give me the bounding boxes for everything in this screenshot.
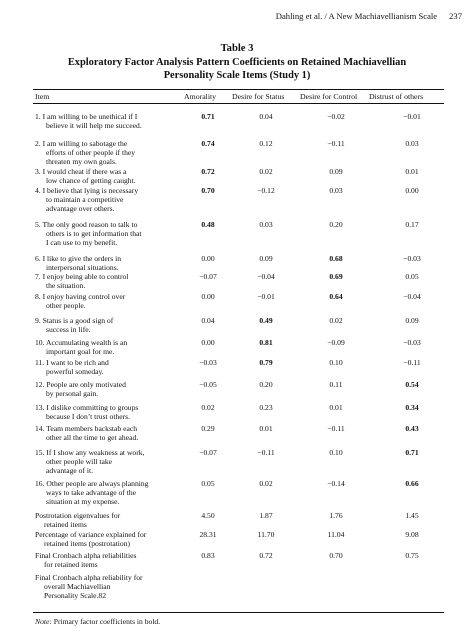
coefficient-cell: 0.17 [405, 220, 419, 229]
coefficient-cell: 11.70 [257, 530, 275, 539]
item-text [35, 358, 185, 376]
item-text-line: other all the time to get ahead. [46, 433, 139, 443]
item-text-line: others is to get information that [46, 229, 142, 239]
item-text-line: other people will take [46, 457, 113, 467]
coefficient-cell: 0.10 [329, 448, 343, 457]
coefficient-cell: 0.75 [405, 551, 419, 560]
item-text-line: efforts of other people if they [46, 148, 136, 158]
coefficient-cell: 0.71 [201, 112, 215, 121]
coefficient-cell: 0.03 [329, 186, 343, 195]
item-text [35, 316, 185, 334]
item-text [35, 186, 185, 214]
coefficient-cell: −0.03 [199, 358, 217, 367]
coefficient-cell: 0.70 [201, 186, 215, 195]
item-text [35, 403, 185, 421]
item-text-line: important goal for me. [46, 347, 115, 357]
item-text-line: 11. I want to be rich and [35, 358, 109, 367]
running-head [276, 11, 462, 21]
running-head-text: Dahling et al. / A New Machiavellianism Scale [275, 11, 438, 21]
item-text-line: 10. Accumulating wealth is an [35, 338, 128, 347]
note-label: Note: [35, 617, 52, 626]
note-text: Primary factor coefficients in bold. [53, 617, 161, 626]
coefficient-cell: 0.02 [259, 479, 273, 488]
coefficient-cell: −0.09 [327, 338, 345, 347]
column-header-desire-for-control: Desire for Control [300, 92, 358, 101]
coefficient-cell: 0.03 [405, 139, 419, 148]
coefficient-cell: −0.04 [403, 292, 421, 301]
coefficient-cell: 0.00 [201, 338, 215, 347]
page-number: 237 [449, 11, 462, 21]
table-title-line-1: Exploratory Factor Analysis Pattern Coefficients on Retained Machiavellian [67, 57, 407, 68]
table-header-rule [33, 103, 444, 104]
coefficient-cell: 0.69 [329, 272, 343, 281]
item-text-line: advantage over others. [46, 204, 115, 214]
item-text-line: advantage of it. [46, 466, 94, 476]
table-bottom-rule [33, 612, 444, 613]
item-text-line: 4. I believe that lying is necessary [35, 186, 139, 195]
item-text [35, 530, 185, 548]
coefficient-cell: 28.31 [199, 530, 217, 539]
coefficient-cell: 0.02 [201, 403, 215, 412]
coefficient-cell: 0.00 [405, 186, 419, 195]
item-text-line: believe it will help me succeed. [46, 121, 142, 131]
coefficient-cell: 0.10 [329, 358, 343, 367]
item-text [35, 139, 185, 167]
item-text [35, 380, 185, 398]
coefficient-cell: 0.43 [405, 424, 419, 433]
item-text-line: Final Cronbach alpha reliability for [35, 573, 143, 582]
item-text-line: 2. I am willing to sabotage the [35, 139, 128, 148]
item-text-line: retained items [44, 520, 87, 530]
item-text-line: Postrotation eigenvalues for [35, 511, 121, 520]
coefficient-cell: 0.01 [329, 403, 343, 412]
table-label: Table 3 [220, 43, 254, 54]
coefficient-cell: −0.11 [403, 358, 421, 367]
item-text-line: 12. People are only motivated [35, 380, 126, 389]
item-text-line: other people. [46, 301, 86, 311]
coefficient-cell: 0.04 [259, 112, 273, 121]
coefficient-cell: 11.04 [327, 530, 345, 539]
item-text-line: 14. Team members backstab each [35, 424, 138, 433]
coefficient-cell: 0.02 [329, 316, 343, 325]
table-title-line-2: Personality Scale Items (Study 1) [163, 70, 311, 81]
coefficient-cell: 0.03 [259, 220, 273, 229]
coefficient-cell: 0.05 [201, 479, 215, 488]
item-text-line: the situation. [46, 281, 86, 291]
item-text-line: low chance of getting caught. [46, 176, 136, 186]
coefficient-cell: 0.20 [259, 380, 273, 389]
coefficient-cell: −0.05 [199, 380, 217, 389]
item-text-line: powerful someday. [46, 367, 104, 377]
coefficient-cell: −0.11 [327, 139, 345, 148]
item-text-line: 7. I enjoy being able to control [35, 272, 129, 281]
coefficient-cell: 4.50 [201, 511, 215, 520]
item-text [35, 254, 185, 272]
coefficient-cell: 0.02 [259, 167, 273, 176]
item-text [35, 479, 185, 507]
item-text-line: success in life. [46, 325, 91, 335]
column-header-item: Item [35, 92, 50, 101]
coefficient-cell: 0.54 [405, 380, 419, 389]
coefficient-cell: 0.00 [201, 254, 215, 263]
coefficient-cell: 0.05 [405, 272, 419, 281]
coefficient-cell: 0.64 [329, 292, 343, 301]
coefficient-cell: −0.11 [327, 424, 345, 433]
item-text-line: overall Machiavellian [44, 582, 111, 592]
item-text-line: Final Cronbach alpha reliabilities [35, 551, 137, 560]
coefficient-cell: 0.11 [329, 380, 343, 389]
coefficient-cell: 0.48 [201, 220, 215, 229]
item-text-line: by personal gain. [46, 389, 99, 399]
coefficient-cell: 1.45 [405, 511, 419, 520]
item-text [35, 551, 185, 569]
coefficient-cell: −0.07 [199, 272, 217, 281]
item-text-line: Personality Scale.82 [44, 591, 107, 601]
item-text [35, 167, 185, 185]
coefficient-cell: 0.23 [259, 403, 273, 412]
coefficient-cell: 0.00 [201, 292, 215, 301]
item-text [35, 424, 185, 442]
coefficient-cell: 0.68 [329, 254, 343, 263]
item-text-line: interpersonal situations. [46, 263, 119, 273]
coefficient-cell: −0.03 [403, 254, 421, 263]
coefficient-cell: 1.87 [259, 511, 273, 520]
coefficient-cell: 0.20 [329, 220, 343, 229]
coefficient-cell: 0.01 [405, 167, 419, 176]
item-text [35, 220, 185, 248]
coefficient-cell: −0.12 [257, 186, 275, 195]
coefficient-cell: 9.08 [405, 530, 419, 539]
column-header-desire-for-status: Desire for Status [232, 92, 285, 101]
column-header-distrust-of-others: Distrust of others [369, 92, 424, 101]
coefficient-cell: −0.11 [257, 448, 275, 457]
coefficient-cell: −0.14 [327, 479, 345, 488]
item-text-line: Percentage of variance explained for [35, 530, 147, 539]
item-text-line: ways to take advantage of the [46, 488, 137, 498]
item-text [35, 511, 185, 529]
item-text [35, 573, 185, 601]
coefficient-cell: 0.12 [259, 139, 273, 148]
coefficient-cell: 0.70 [329, 551, 343, 560]
table-note [35, 617, 160, 626]
coefficient-cell: 0.72 [201, 167, 215, 176]
item-text [35, 112, 185, 130]
item-text [35, 338, 185, 356]
coefficient-cell: 0.72 [259, 551, 273, 560]
coefficient-cell: 0.49 [259, 316, 273, 325]
coefficient-cell: 0.09 [259, 254, 273, 263]
item-text-line: retained items (postrotation) [44, 539, 131, 549]
coefficient-cell: 0.09 [329, 167, 343, 176]
item-text-line: 8. I enjoy having control over [35, 292, 126, 301]
coefficient-cell: 0.04 [201, 316, 215, 325]
coefficient-cell: 0.09 [405, 316, 419, 325]
coefficient-cell: 0.79 [259, 358, 273, 367]
coefficient-cell: −0.01 [403, 112, 421, 121]
coefficient-cell: 0.83 [201, 551, 215, 560]
item-text-line: situation at my expense. [46, 497, 120, 507]
coefficient-cell: 0.71 [405, 448, 419, 457]
item-text-line: 9. Status is a good sign of [35, 316, 114, 325]
item-text-line: 16. Other people are always planning [35, 479, 149, 488]
item-text-line: I can use to my benefit. [46, 238, 118, 248]
coefficient-cell: −0.01 [257, 292, 275, 301]
item-text-line: for retained items [44, 560, 98, 570]
coefficient-cell: 1.76 [329, 511, 343, 520]
coefficient-cell: 0.34 [405, 403, 419, 412]
item-text-line: because I don’t trust others. [46, 412, 131, 422]
table-top-rule [33, 89, 444, 90]
item-text-line: to maintain a competitive [46, 195, 124, 205]
coefficient-cell: 0.29 [201, 424, 215, 433]
coefficient-cell: 0.81 [259, 338, 273, 347]
item-text-line: 1. I am willing to be unethical if I [35, 112, 138, 121]
item-text-line: threaten my own goals. [46, 157, 117, 167]
item-text-line: 13. I dislike committing to groups [35, 403, 139, 412]
coefficient-cell: −0.07 [199, 448, 217, 457]
table-title [40, 56, 434, 82]
coefficient-cell: 0.66 [405, 479, 419, 488]
column-header-amorality: Amorality [184, 92, 217, 101]
item-text-line: 3. I would cheat if there was a [35, 167, 127, 176]
item-text [35, 272, 185, 290]
coefficient-cell: −0.02 [327, 112, 345, 121]
item-text [35, 292, 185, 310]
item-text-line: 15. If I show any weakness at work, [35, 448, 145, 457]
item-text-line: 6. I like to give the orders in [35, 254, 122, 263]
coefficient-cell: 0.01 [259, 424, 273, 433]
item-text [35, 448, 185, 476]
coefficient-cell: −0.04 [257, 272, 275, 281]
coefficient-cell: 0.74 [201, 139, 215, 148]
item-text-line: 5. The only good reason to talk to [35, 220, 138, 229]
coefficient-cell: −0.03 [403, 338, 421, 347]
